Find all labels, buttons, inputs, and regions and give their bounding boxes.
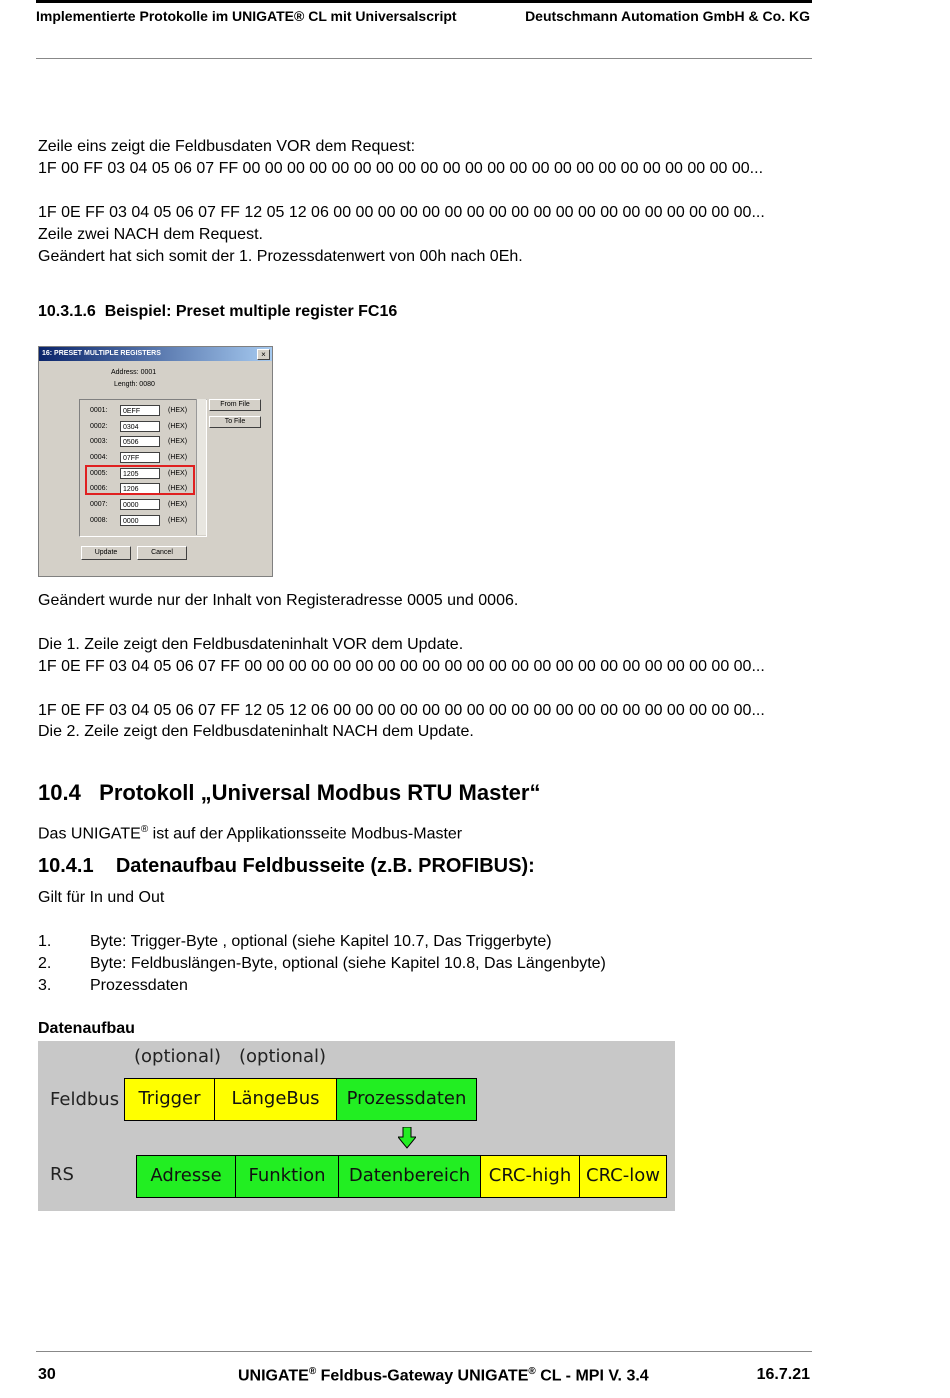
hex-line-after: 1F 0E FF 03 04 05 06 07 FF 12 05 12 06 00 00 00 00 00 00 00 00 00 00 00 00 00 00 00 00 00 00 00... (38, 204, 765, 221)
section-title: Datenaufbau Feldbusseite (z.B. PROFIBUS): (115, 855, 535, 877)
register-row (80, 499, 200, 512)
register-row (80, 421, 200, 434)
footer-text: UNIGATE (238, 1367, 309, 1385)
register-unit: (HEX) (168, 517, 188, 524)
section-number: 10.4.1 (38, 855, 94, 877)
registered-mark: ® (528, 1366, 536, 1377)
list-item-number: 3. (38, 977, 52, 994)
section-number: 10.3.1.6 (38, 303, 96, 320)
to-file-button[interactable]: To File (209, 416, 261, 428)
intro-text: Das UNIGATE (38, 825, 141, 843)
register-label: 0008: (90, 517, 108, 524)
list-item: Byte: Trigger-Byte , optional (siehe Kapitel 10.7, Das Triggerbyte) (90, 933, 552, 950)
register-unit: (HEX) (168, 438, 188, 445)
intro-text: ist auf der Applikationsseite Modbus-Master (148, 825, 463, 843)
register-label: 0005: (90, 470, 108, 477)
list-item: Prozessdaten (90, 977, 188, 994)
feldbus-row-label: Feldbus (50, 1089, 120, 1110)
register-unit: (HEX) (168, 470, 188, 477)
from-file-button[interactable]: From File (209, 399, 261, 411)
register-value-input[interactable]: 0304 (120, 421, 160, 432)
preset-multiple-registers-dialog (38, 346, 273, 577)
cell-crc-high: CRC-high (480, 1155, 580, 1198)
register-label: 0003: (90, 438, 108, 445)
cell-laengebus: LängeBus (214, 1078, 337, 1121)
cell-trigger: Trigger (124, 1078, 215, 1121)
update-button[interactable]: Update (81, 546, 131, 560)
header-rule (36, 58, 812, 59)
dialog-title-bar (39, 347, 272, 361)
register-row (80, 436, 200, 449)
section-heading-10-4-1 (38, 855, 535, 878)
optional-label: (optional) (239, 1046, 326, 1067)
highlight-changed-registers (85, 465, 195, 495)
hex-line-before: 1F 0E FF 03 04 05 06 07 FF 00 00 00 00 00 00 00 00 00 00 00 00 00 00 00 00 00 00 00 00 00 00 00... (38, 658, 765, 675)
register-value-input[interactable]: 0506 (120, 436, 160, 447)
cell-prozessdaten: Prozessdaten (336, 1078, 477, 1121)
footer-text: Feldbus-Gateway UNIGATE (316, 1367, 529, 1385)
footer-text: CL - MPI V. 3.4 (535, 1367, 649, 1385)
cell-adresse: Adresse (136, 1155, 236, 1198)
close-icon[interactable]: × (257, 349, 270, 360)
text-line: Geändert hat sich somit der 1. Prozessdatenwert von 00h nach 0Eh. (38, 248, 523, 265)
register-value-input[interactable]: 1205 (120, 468, 160, 479)
register-unit: (HEX) (168, 423, 188, 430)
register-scrollbar[interactable] (196, 399, 206, 535)
registered-mark: ® (140, 824, 149, 835)
register-label: 0004: (90, 454, 108, 461)
text-line: Zeile zwei NACH dem Request. (38, 226, 263, 243)
datenaufbau-diagram (38, 1041, 675, 1211)
section-heading-10-4 (38, 780, 540, 806)
page-number: 30 (38, 1366, 56, 1383)
datenaufbau-heading: Datenaufbau (38, 1020, 135, 1037)
header-right-company: Deutschmann Automation GmbH & Co. KG (525, 8, 810, 24)
section-intro (38, 819, 462, 845)
footer-rule (36, 1351, 812, 1352)
hex-line-after: 1F 0E FF 03 04 05 06 07 FF 12 05 12 06 00 00 00 00 00 00 00 00 00 00 00 00 00 00 00 00 00 00 00... (38, 702, 765, 719)
register-value-input[interactable]: 0000 (120, 515, 160, 526)
dialog-address: Address: 0001 (111, 369, 157, 376)
text-line: Zeile eins zeigt die Feldbusdaten VOR dem Request: (38, 138, 416, 155)
section-title: Protokoll „Universal Modbus RTU Master“ (99, 780, 541, 805)
text-line: Geändert wurde nur der Inhalt von Registeradresse 0005 und 0006. (38, 592, 519, 609)
register-row (80, 515, 200, 528)
hex-line-before: 1F 00 FF 03 04 05 06 07 FF 00 00 00 00 00 00 00 00 00 00 00 00 00 00 00 00 00 00 00 00 00 00 00... (38, 160, 764, 177)
cancel-button[interactable]: Cancel (137, 546, 187, 560)
text-line: Die 1. Zeile zeigt den Feldbusdateninhalt VOR dem Update. (38, 636, 464, 653)
header-top-rule (36, 0, 812, 3)
register-label: 0006: (90, 485, 108, 492)
section-text: Gilt für In und Out (38, 889, 165, 906)
registered-mark: ® (308, 1366, 317, 1377)
down-arrow-icon (398, 1127, 416, 1149)
register-unit: (HEX) (168, 485, 188, 492)
register-value-input[interactable]: 0000 (120, 499, 160, 510)
register-value-input[interactable]: 1206 (120, 483, 160, 494)
register-row (80, 452, 200, 465)
section-title: Beispiel: Preset multiple register FC16 (104, 303, 398, 320)
register-value-input[interactable]: 0EFF (120, 405, 160, 416)
register-value-input[interactable]: 07FF (120, 452, 160, 463)
register-row (80, 405, 200, 418)
register-label: 0001: (90, 407, 108, 414)
list-item: Byte: Feldbuslängen-Byte, optional (siehe Kapitel 10.8, Das Längenbyte) (90, 955, 606, 972)
section-heading-10-3-1-6 (38, 303, 397, 321)
dialog-title: 16: PRESET MULTIPLE REGISTERS (42, 350, 161, 357)
list-item-number: 1. (38, 933, 52, 950)
register-unit: (HEX) (168, 454, 188, 461)
footer-title (238, 1366, 649, 1385)
list-item-number: 2. (38, 955, 52, 972)
register-unit: (HEX) (168, 407, 188, 414)
cell-datenbereich: Datenbereich (338, 1155, 481, 1198)
footer-date: 16.7.21 (756, 1366, 810, 1383)
register-label: 0007: (90, 501, 108, 508)
section-number: 10.4 (38, 780, 81, 805)
text-line: Die 2. Zeile zeigt den Feldbusdateninhalt NACH dem Update. (38, 723, 474, 740)
rs-row-label: RS (50, 1164, 74, 1185)
dialog-length: Length: 0080 (114, 381, 155, 388)
optional-label: (optional) (134, 1046, 221, 1067)
header-left-title: Implementierte Protokolle im UNIGATE® CL mit Universalscript (36, 8, 457, 24)
cell-crc-low: CRC-low (579, 1155, 667, 1198)
register-label: 0002: (90, 423, 108, 430)
cell-funktion: Funktion (235, 1155, 339, 1198)
register-unit: (HEX) (168, 501, 188, 508)
